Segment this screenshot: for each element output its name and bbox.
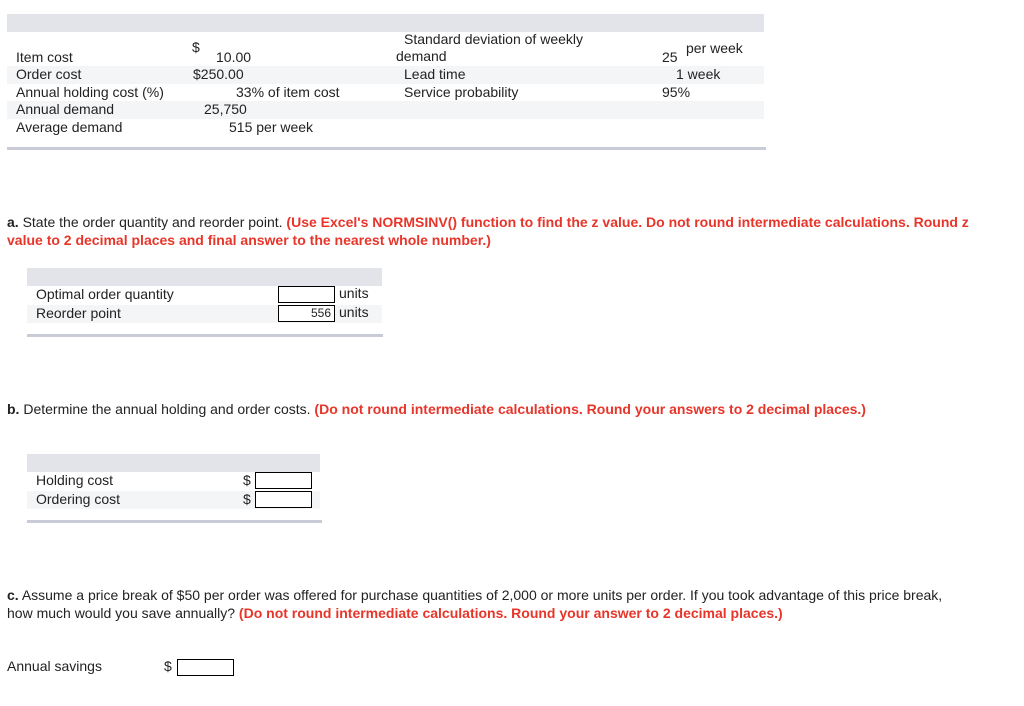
part-a-bottom-rule: [27, 334, 383, 337]
order-cost-value: $250.00: [193, 66, 244, 82]
part-b-header-bar: [27, 454, 320, 472]
part-a-prefix: a.: [7, 214, 19, 230]
givens-header-bar: [7, 14, 764, 32]
part-c-question: [7, 586, 952, 622]
annual-demand-label: Annual demand: [16, 101, 115, 117]
item-cost-value: 10.00: [216, 49, 252, 65]
average-demand-value: 515 per week: [229, 119, 314, 135]
part-c-instruction: (Do not round intermediate calculations. Round your answer to 2 decimal places.): [238, 605, 783, 621]
annual-savings-label: Annual savings: [7, 658, 102, 674]
part-c-text: Assume a price break of $50 per order was offered for purchase quantities of 2,000 or more units per order. If you took advantage of this price break, how much would you save annually?: [7, 587, 943, 621]
part-b-text: Determine the annual holding and order costs.: [23, 401, 311, 417]
lead-time-value: 1 week: [676, 66, 721, 82]
part-c-prefix: c.: [7, 587, 19, 603]
holding-cost-currency: $: [243, 472, 251, 488]
std-dev-label-line2: demand: [396, 48, 447, 64]
holding-cost-label: Annual holding cost (%): [16, 84, 164, 100]
givens-bottom-rule: [7, 147, 766, 150]
holding-cost-answer-label: Holding cost: [36, 472, 114, 488]
service-probability-label: Service probability: [404, 84, 519, 100]
ordering-cost-input[interactable]: [255, 491, 312, 508]
optimal-order-quantity-label: Optimal order quantity: [36, 286, 174, 302]
std-dev-unit: per week: [686, 40, 743, 56]
part-a-text: State the order quantity and reorder point.: [22, 214, 283, 230]
givens-stripe: [7, 66, 764, 84]
reorder-point-input[interactable]: 556: [278, 305, 335, 322]
std-dev-label-line1: Standard deviation of weekly: [404, 31, 583, 47]
ordering-cost-currency: $: [243, 491, 251, 507]
annual-savings-currency: $: [164, 658, 172, 674]
order-cost-label: Order cost: [16, 66, 82, 82]
part-a-instruction: (Use Excel's NORMSINV() function to find the z value. Do not round intermediate calculations. Round z value to 2 decimal places and final answer to the nearest whole number.): [7, 214, 969, 248]
part-a-question: [7, 213, 1007, 249]
item-cost-currency: $: [192, 39, 200, 55]
part-b-question: [7, 400, 1007, 418]
average-demand-label: Average demand: [16, 119, 123, 135]
holding-cost-input[interactable]: [255, 472, 312, 489]
reorder-point-label: Reorder point: [36, 305, 121, 321]
ordering-cost-answer-label: Ordering cost: [36, 491, 121, 507]
givens-stripe: [7, 101, 764, 119]
optimal-order-quantity-unit: units: [339, 285, 369, 301]
part-b-prefix: b.: [7, 401, 20, 417]
std-dev-value: 25: [662, 49, 678, 65]
lead-time-label: Lead time: [404, 66, 466, 82]
part-a-header-bar: [27, 268, 382, 286]
part-b-instruction: (Do not round intermediate calculations. Round your answers to 2 decimal places.): [314, 401, 866, 417]
annual-savings-input[interactable]: [177, 659, 234, 676]
item-cost-label: Item cost: [16, 49, 73, 65]
part-b-bottom-rule: [27, 520, 322, 523]
annual-demand-value: 25,750: [204, 101, 247, 117]
reorder-point-unit: units: [339, 304, 369, 320]
holding-cost-value: 33% of item cost: [236, 84, 340, 100]
service-probability-value: 95%: [662, 84, 691, 100]
optimal-order-quantity-input[interactable]: [278, 286, 335, 303]
